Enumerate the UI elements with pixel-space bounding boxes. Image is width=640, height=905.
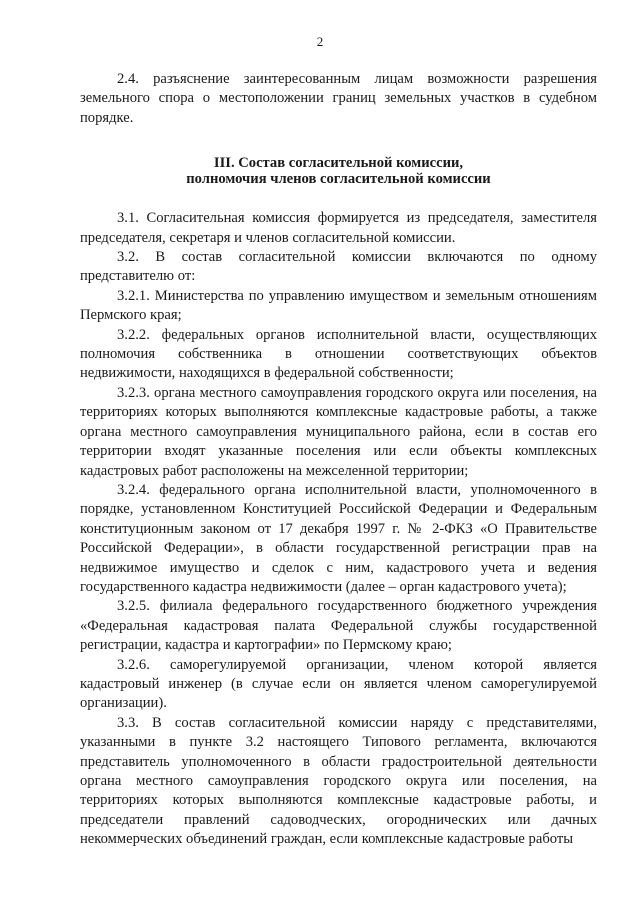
paragraph-3-2: 3.2. В состав согласительной комиссии включаются по одному представителю от: bbox=[80, 249, 597, 285]
section-heading-line-1: III. Состав согласительной комиссии, bbox=[213, 155, 464, 172]
paragraph-3-3: 3.3. В состав согласительной комиссии наряду с представителями, указанными в пункте 3.2 настоящего Типового регламента, включаются представитель уполномоченного в области градостроительной деятельности органа местного самоуправления городского округа или поселения, на территориях которых выполняются комплексные кадастровые работы, и председатели правлений садоводческих, огороднических или дачных некоммерческих объединений граждан, если комплексные кадастровые работы bbox=[80, 714, 597, 848]
paragraph-3-2-4: 3.2.4. федерального органа исполнительной власти, уполномоченного в порядке, установленном Конституцией Российской Федерации и Федеральным конституционным законом от 17 декабря 1997 г. № 2-ФКЗ «О Правительстве Российской Федерации», в области государственной регистрации прав на недвижимое имущество и сделок с ним, кадастрового учета и ведения государственного кадастра недвижимости (далее – орган кадастрового учета); bbox=[80, 481, 597, 595]
section-heading-line-2: полномочия членов согласительной комиссии bbox=[186, 171, 491, 188]
paragraph-3-2-3: 3.2.3. органа местного самоуправления городского округа или поселения, на территориях которых выполняются комплексные кадастровые работы, а также органа местного самоуправления муниципального района, если в состав его территории входят указанные поселения или если объекты комплексных кадастровых работ расположены на межселенной территории; bbox=[80, 384, 597, 479]
paragraph-3-2-2: 3.2.2. федеральных органов исполнительной власти, осуществляющих полномочия собственника в отношении соответствующих объектов недвижимости, находящихся в федеральной собственности; bbox=[80, 326, 597, 382]
paragraph-3-2-6: 3.2.6. саморегулируемой организации, членом которой является кадастровый инженер (в случае если он является членом саморегулируемой организации). bbox=[80, 656, 597, 712]
document-body bbox=[80, 70, 597, 850]
page-number: 2 bbox=[316, 34, 324, 49]
paragraph-3-1: 3.1. Согласительная комиссия формируется из председателя, заместителя председателя, секретаря и членов согласительной комиссии. bbox=[80, 210, 597, 246]
section-heading bbox=[80, 155, 597, 187]
paragraph-2-4: 2.4. разъяснение заинтересованным лицам возможности разрешения земельного спора о местоположении границ земельных участков в судебном порядке. bbox=[80, 71, 597, 126]
paragraph-3-2-5: 3.2.5. филиала федерального государственного бюджетного учреждения «Федеральная кадастровая палата Федеральной службы государственной регистрации, кадастра и картографии» по Пермскому краю; bbox=[80, 598, 597, 654]
paragraph-3-2-1: 3.2.1. Министерства по управлению имуществом и земельным отношениям Пермского края; bbox=[80, 287, 597, 324]
